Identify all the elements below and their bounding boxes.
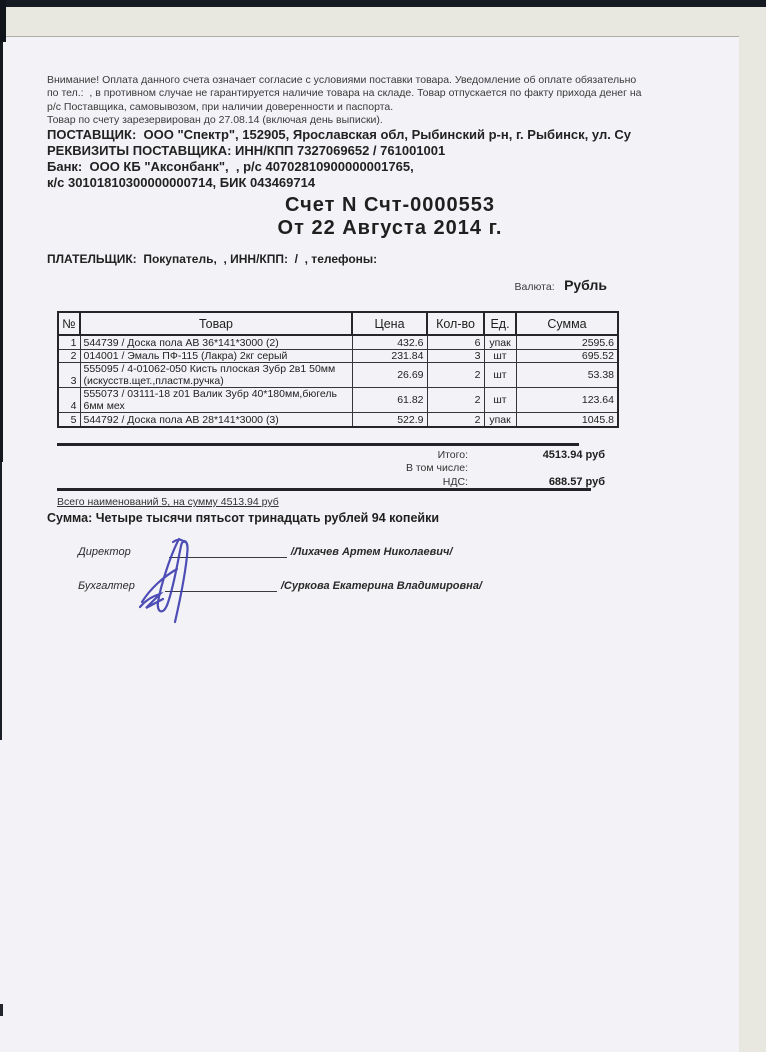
- item-num: 4: [58, 388, 80, 413]
- items-table: [57, 311, 619, 428]
- item-num: 1: [58, 335, 80, 350]
- amount-in-words: Сумма: Четыре тысячи пятьсот тринадцать рублей 94 копейки: [47, 511, 440, 525]
- director-label: Директор: [78, 546, 131, 558]
- item-price: 432.6: [352, 335, 427, 350]
- nds-label: НДС:: [442, 475, 468, 488]
- invoice-title: [110, 194, 670, 239]
- item-qty: 2: [427, 363, 484, 388]
- currency-label: Валюта:: [514, 281, 555, 293]
- totals-top-rule: [57, 443, 579, 446]
- payment-warning-text: [47, 74, 715, 128]
- item-product: 544739 / Доска пола АВ 36*141*3000 (2): [80, 335, 352, 350]
- supplier-requisites-line: РЕКВИЗИТЫ ПОСТАВЩИКА: ИНН/КПП 7327069652 / 761001001: [47, 143, 446, 158]
- header-price: Цена: [352, 312, 427, 335]
- scan-left-edge: [0, 0, 6, 42]
- including-label: В том числе:: [405, 462, 468, 474]
- scan-top-edge: [0, 0, 766, 7]
- invoice-date: От 22 Августа 2014 г.: [277, 216, 503, 239]
- supplier-line: ПОСТАВЩИК: ООО "Спектр", 152905, Ярославская обл, Рыбинский р-н, г. Рыбинск, ул. Су: [47, 127, 632, 142]
- item-product: 014001 / Эмаль ПФ-115 (Лакра) 2кг серый: [80, 350, 352, 363]
- currency-block: [300, 277, 607, 295]
- currency-value: Рубль: [564, 277, 607, 293]
- header-qty: Кол-во: [427, 312, 484, 335]
- totals-block: [57, 447, 617, 488]
- item-qty: 3: [427, 350, 484, 363]
- item-unit: упак: [484, 335, 516, 350]
- item-price: 231.84: [352, 350, 427, 363]
- handwritten-signature-ink: [133, 536, 215, 628]
- table-row: [58, 413, 618, 428]
- header-unit: Ед.: [484, 312, 516, 335]
- invoice-number: Счет N Счт-0000553: [284, 194, 496, 216]
- bank-line: Банк: ООО КБ "Аксонбанк", , р/с 40702810900000001765,: [47, 159, 414, 174]
- table-header-row: [58, 312, 618, 335]
- total-row: [57, 474, 617, 488]
- item-qty: 6: [427, 335, 484, 350]
- item-unit: шт: [484, 363, 516, 388]
- item-product: 555095 / 4-01062-050 Кисть плоская Зубр 2в1 50мм (искусств.щет.,пластм.ручка): [80, 363, 352, 388]
- total-row: [57, 447, 617, 461]
- totals-bottom-rule: [57, 488, 591, 491]
- item-sum: 695.52: [516, 350, 618, 363]
- table-row: [58, 350, 618, 363]
- supplier-details: [47, 127, 739, 191]
- item-unit: шт: [484, 350, 516, 363]
- itogo-label: Итого:: [437, 448, 468, 461]
- header-product: Товар: [80, 312, 352, 335]
- item-qty: 2: [427, 388, 484, 413]
- header-num: №: [58, 312, 80, 335]
- scan-left-edge: [0, 1004, 3, 1016]
- itogo-value: 4513.94 руб: [542, 448, 605, 461]
- warning-line: Товар по счету зарезервирован до 27.08.14 (включая день выписки).: [47, 114, 383, 127]
- items-count-note: Всего наименований 5, на сумму 4513.94 руб: [57, 496, 279, 508]
- total-row: [57, 461, 617, 475]
- item-product: 544792 / Доска пола АВ 28*141*3000 (3): [80, 413, 352, 428]
- item-price: 522.9: [352, 413, 427, 428]
- table-row: [58, 363, 618, 388]
- payer-line: ПЛАТЕЛЬЩИК: Покупатель, , ИНН/КПП: / , телефоны:: [47, 252, 378, 266]
- scan-left-edge: [0, 462, 2, 740]
- table-row: [58, 388, 618, 413]
- item-num: 3: [58, 363, 80, 388]
- item-sum: 123.64: [516, 388, 618, 413]
- item-num: 5: [58, 413, 80, 428]
- item-num: 2: [58, 350, 80, 363]
- item-unit: шт: [484, 388, 516, 413]
- scan-left-edge: [0, 42, 3, 462]
- warning-line: р/с Поставщика, самовывозом, при наличии доверенности и паспорта.: [47, 100, 394, 113]
- item-unit: упак: [484, 413, 516, 428]
- warning-line: Внимание! Оплата данного счета означает согласие с условиями поставки товара. Уведомление об оплате обязательно: [47, 74, 637, 86]
- header-sum: Сумма: [516, 312, 618, 335]
- table-row: [58, 335, 618, 350]
- item-price: 61.82: [352, 388, 427, 413]
- paper-top-edge-line: [2, 36, 739, 37]
- item-product: 555073 / 03111-18 z01 Валик Зубр 40*180мм,бюгель 6мм мех: [80, 388, 352, 413]
- corr-account-line: к/с 30101810300000000714, БИК 043469714: [47, 175, 316, 190]
- accountant-name: /Суркова Екатерина Владимировна/: [280, 580, 482, 592]
- item-sum: 2595.6: [516, 335, 618, 350]
- item-sum: 1045.8: [516, 413, 618, 428]
- director-name: /Лихачев Артем Николаевич/: [290, 546, 453, 558]
- accountant-label: Бухгалтер: [78, 580, 135, 592]
- warning-line: по тел.: , в противном случае не гарантируется наличие товара на складе. Товар отпускается по факту прихода денег на: [47, 87, 642, 100]
- item-qty: 2: [427, 413, 484, 428]
- item-price: 26.69: [352, 363, 427, 388]
- nds-value: 688.57 руб: [548, 475, 605, 488]
- item-sum: 53.38: [516, 363, 618, 388]
